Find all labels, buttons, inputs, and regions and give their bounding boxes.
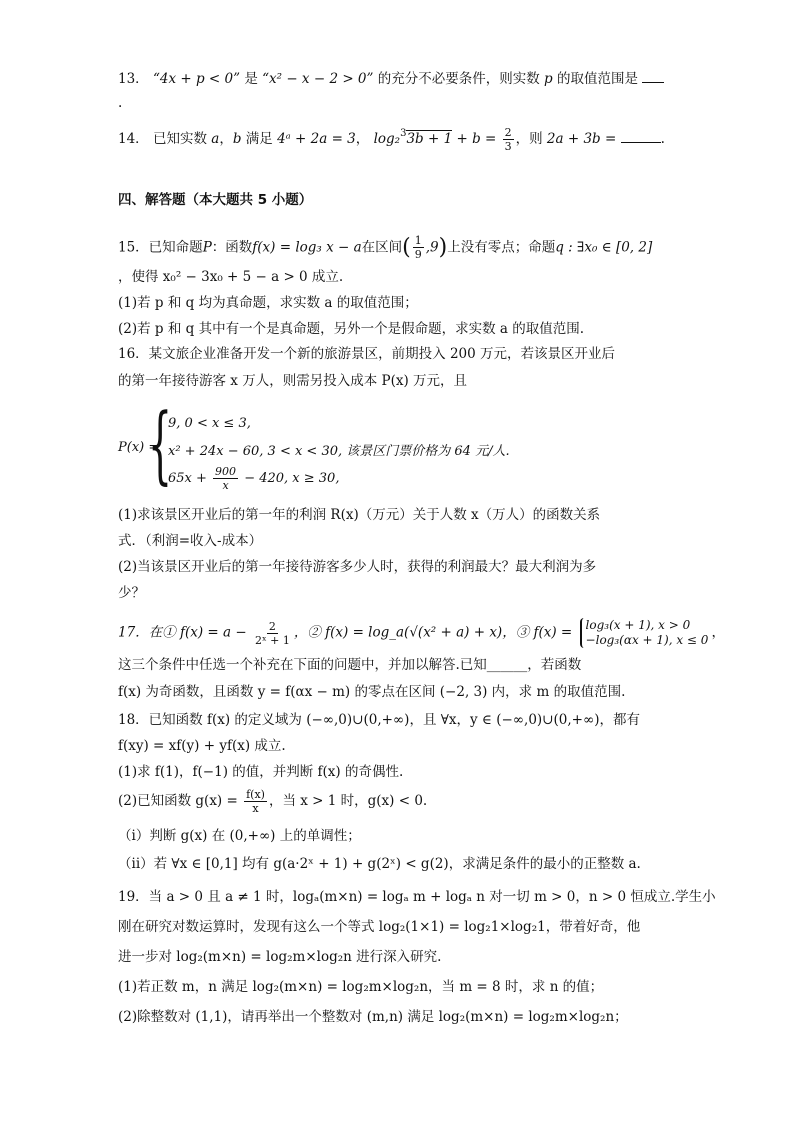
question-15-part2: (2)若 p 和 q 其中有一个是真命题，另外一个是假命题，求实数 a 的取值范围.: [118, 321, 584, 337]
numerator: 2: [504, 126, 512, 139]
section-heading: 四、解答题（本大题共 5 小题）: [118, 192, 313, 208]
question-17-line1: [118, 618, 725, 648]
text: 已知实数: [152, 131, 207, 147]
case-1: 9, 0 < x ≤ 3,: [168, 416, 251, 431]
case-1: log₃(x + 1), x > 0: [585, 618, 691, 632]
question-19-line1: 19．当 a > 0 且 a ≠ 1 时，logₐ(m×n) = logₐ m + logₐ n 对一切 m > 0，n > 0 恒成立.学生小: [118, 889, 716, 905]
denominator: 2ˣ + 1: [254, 633, 290, 647]
text: ，: [711, 624, 725, 641]
paren: (: [402, 235, 411, 260]
brace: {: [148, 395, 173, 493]
text: 满足: [245, 131, 273, 147]
variable: a: [211, 131, 220, 147]
function: f(x) = log₃ x − a: [252, 239, 362, 256]
text: ：函数: [211, 239, 253, 256]
variable: p: [544, 71, 553, 87]
numerator: 2: [268, 619, 276, 633]
text: 的取值范围是: [556, 71, 638, 87]
question-18-line1: 18．已知函数 f(x) 的定义域为 (−∞,0)∪(0,+∞)，且 ∀x，y ∈ (−∞,0)∪(0,+∞)，都有: [118, 712, 640, 728]
question-15-line2: ，使得 x₀² − 3x₀ + 5 − a > 0 成立.: [118, 269, 344, 285]
text: ，: [219, 131, 233, 147]
question-19-line3: 进一步对 log₂(m×n) = log₂m×log₂n 进行深入研究.: [118, 949, 442, 965]
fraction: [213, 466, 238, 491]
denominator: 3: [504, 140, 512, 153]
case-2: −log₃(αx + 1), x ≤ 0: [585, 633, 709, 647]
question-16-part1-cont: 式．（利润=收入-成本）: [118, 533, 263, 549]
question-number: 13．: [118, 71, 149, 87]
condition-p: “4x + p < 0”: [152, 71, 241, 87]
text: 上没有零点；命题: [447, 239, 556, 256]
question-18-part1: (1)求 f(1)，f(−1) 的值，并判断 f(x) 的奇偶性.: [118, 764, 404, 780]
proposition-q: q : ∃x₀ ∈ [0, 2]: [555, 239, 653, 256]
question-19-line2: 刚在研究对数运算时，发现有这么一个等式 log₂(1×1) = log₂1×log₂1，带着好奇，他: [118, 919, 641, 935]
variable: b: [232, 131, 242, 147]
period: .: [118, 95, 123, 111]
piecewise-function: [580, 618, 709, 648]
denominator: x: [252, 802, 259, 815]
equation: log₂: [373, 131, 401, 147]
denominator: 9: [414, 248, 422, 262]
equation: + b =: [456, 131, 497, 147]
equation: 4ᵃ + 2a = 3: [277, 131, 356, 147]
numerator: f(x): [246, 788, 265, 801]
case-3-start: 65x +: [168, 471, 207, 486]
denominator: x: [222, 479, 229, 492]
equation: 2a + 3b =: [546, 131, 617, 147]
question-17-line3: f(x) 为奇函数，且函数 y = f(αx − m) 的零点在区间 (−2, 3) 内，求 m 的取值范围.: [118, 684, 626, 700]
radicand: 3b + 1: [406, 131, 453, 147]
answer-blank: [642, 70, 664, 83]
conditions-2-3: ，② f(x) = log_a(√(x² + a) + x)，③ f(x) =: [293, 624, 573, 641]
answer-blank: [621, 130, 661, 143]
function-name: P(x) =: [118, 440, 160, 455]
question-17-line2: 这三个条件中任选一个补充在下面的问题中，并加以解答.已知______，若函数: [118, 657, 582, 673]
question-13-end: [118, 94, 675, 112]
text: 15．已知命题: [118, 239, 203, 256]
question-number: 14．: [118, 131, 149, 147]
question-18-part2-ii: （ii）若 ∀x ∈ [0,1] 均有 g(a·2ˣ + 1) + g(2ˣ) < g(2)，求满足条件的最小的正整数 a.: [118, 856, 641, 872]
fraction: [503, 127, 514, 152]
fraction: [253, 621, 292, 646]
question-16-part2-cont: 少？: [118, 585, 145, 601]
case-3: [168, 466, 339, 491]
question-16-part2: (2)当该景区开业后的第一年接待游客多少人时，获得的利润最大？最大利润为多: [118, 559, 597, 575]
question-14: [118, 127, 675, 152]
question-19-part1: (1)若正数 m，n 满足 log₂(m×n) = log₂m×log₂n，当 m = 8 时，求 n 的值；: [118, 979, 604, 995]
variable: P: [202, 239, 212, 256]
question-15-part1: (1)若 p 和 q 均为真命题，求实数 a 的取值范围；: [118, 295, 418, 311]
question-15-line1: [118, 233, 675, 263]
text: 是: [244, 71, 258, 87]
question-13: [118, 70, 675, 88]
paren: ): [438, 235, 448, 260]
question-16-line2: 的第一年接待游客 x 万人，则需另投入成本 P(x) 万元，且: [118, 373, 468, 389]
question-18-line2: f(xy) = xf(y) + yf(x) 成立.: [118, 738, 286, 754]
text: 的充分不必要条件，则实数: [377, 71, 540, 87]
question-18-part2: [118, 789, 675, 814]
question-16-part1: (1)求该景区开业后的第一年的利润 R(x)（万元）关于人数 x（万人）的函数关系: [118, 507, 601, 523]
text: (2)已知函数 g(x) =: [118, 793, 238, 809]
case-3-end: − 420, x ≥ 30,: [244, 471, 340, 486]
text: ，则: [515, 131, 543, 147]
condition-1: 17．在① f(x) = a −: [118, 624, 247, 641]
interval-end: ,9: [425, 239, 439, 256]
fraction: [244, 789, 267, 814]
numerator: 900: [215, 465, 237, 478]
period: .: [660, 131, 665, 147]
text: ，: [355, 131, 370, 147]
cube-root-index: 3: [400, 128, 407, 139]
piecewise-cost-function: [118, 395, 678, 498]
case-2: x² + 24x − 60, 3 < x < 30, 该景区门票价格为 64 元/人.: [168, 444, 510, 459]
question-19-part2: (2)除整数对 (1,1)，请再举出一个整数对 (m,n) 满足 log₂(m×n) = log₂m×log₂n；: [118, 1009, 628, 1025]
numerator: 1: [414, 234, 422, 248]
question-18-part2-i: （i）判断 g(x) 在 (0,+∞) 上的单调性；: [118, 828, 361, 844]
question-16-line1: 16．某文旅企业准备开发一个新的旅游景区，前期投入 200 万元，若该景区开业后: [118, 346, 616, 362]
condition-q: “x² − x − 2 > 0”: [262, 71, 374, 87]
fraction: [413, 235, 424, 260]
text: ，当 x > 1 时，g(x) < 0.: [268, 793, 428, 809]
text: 在区间: [361, 239, 403, 256]
